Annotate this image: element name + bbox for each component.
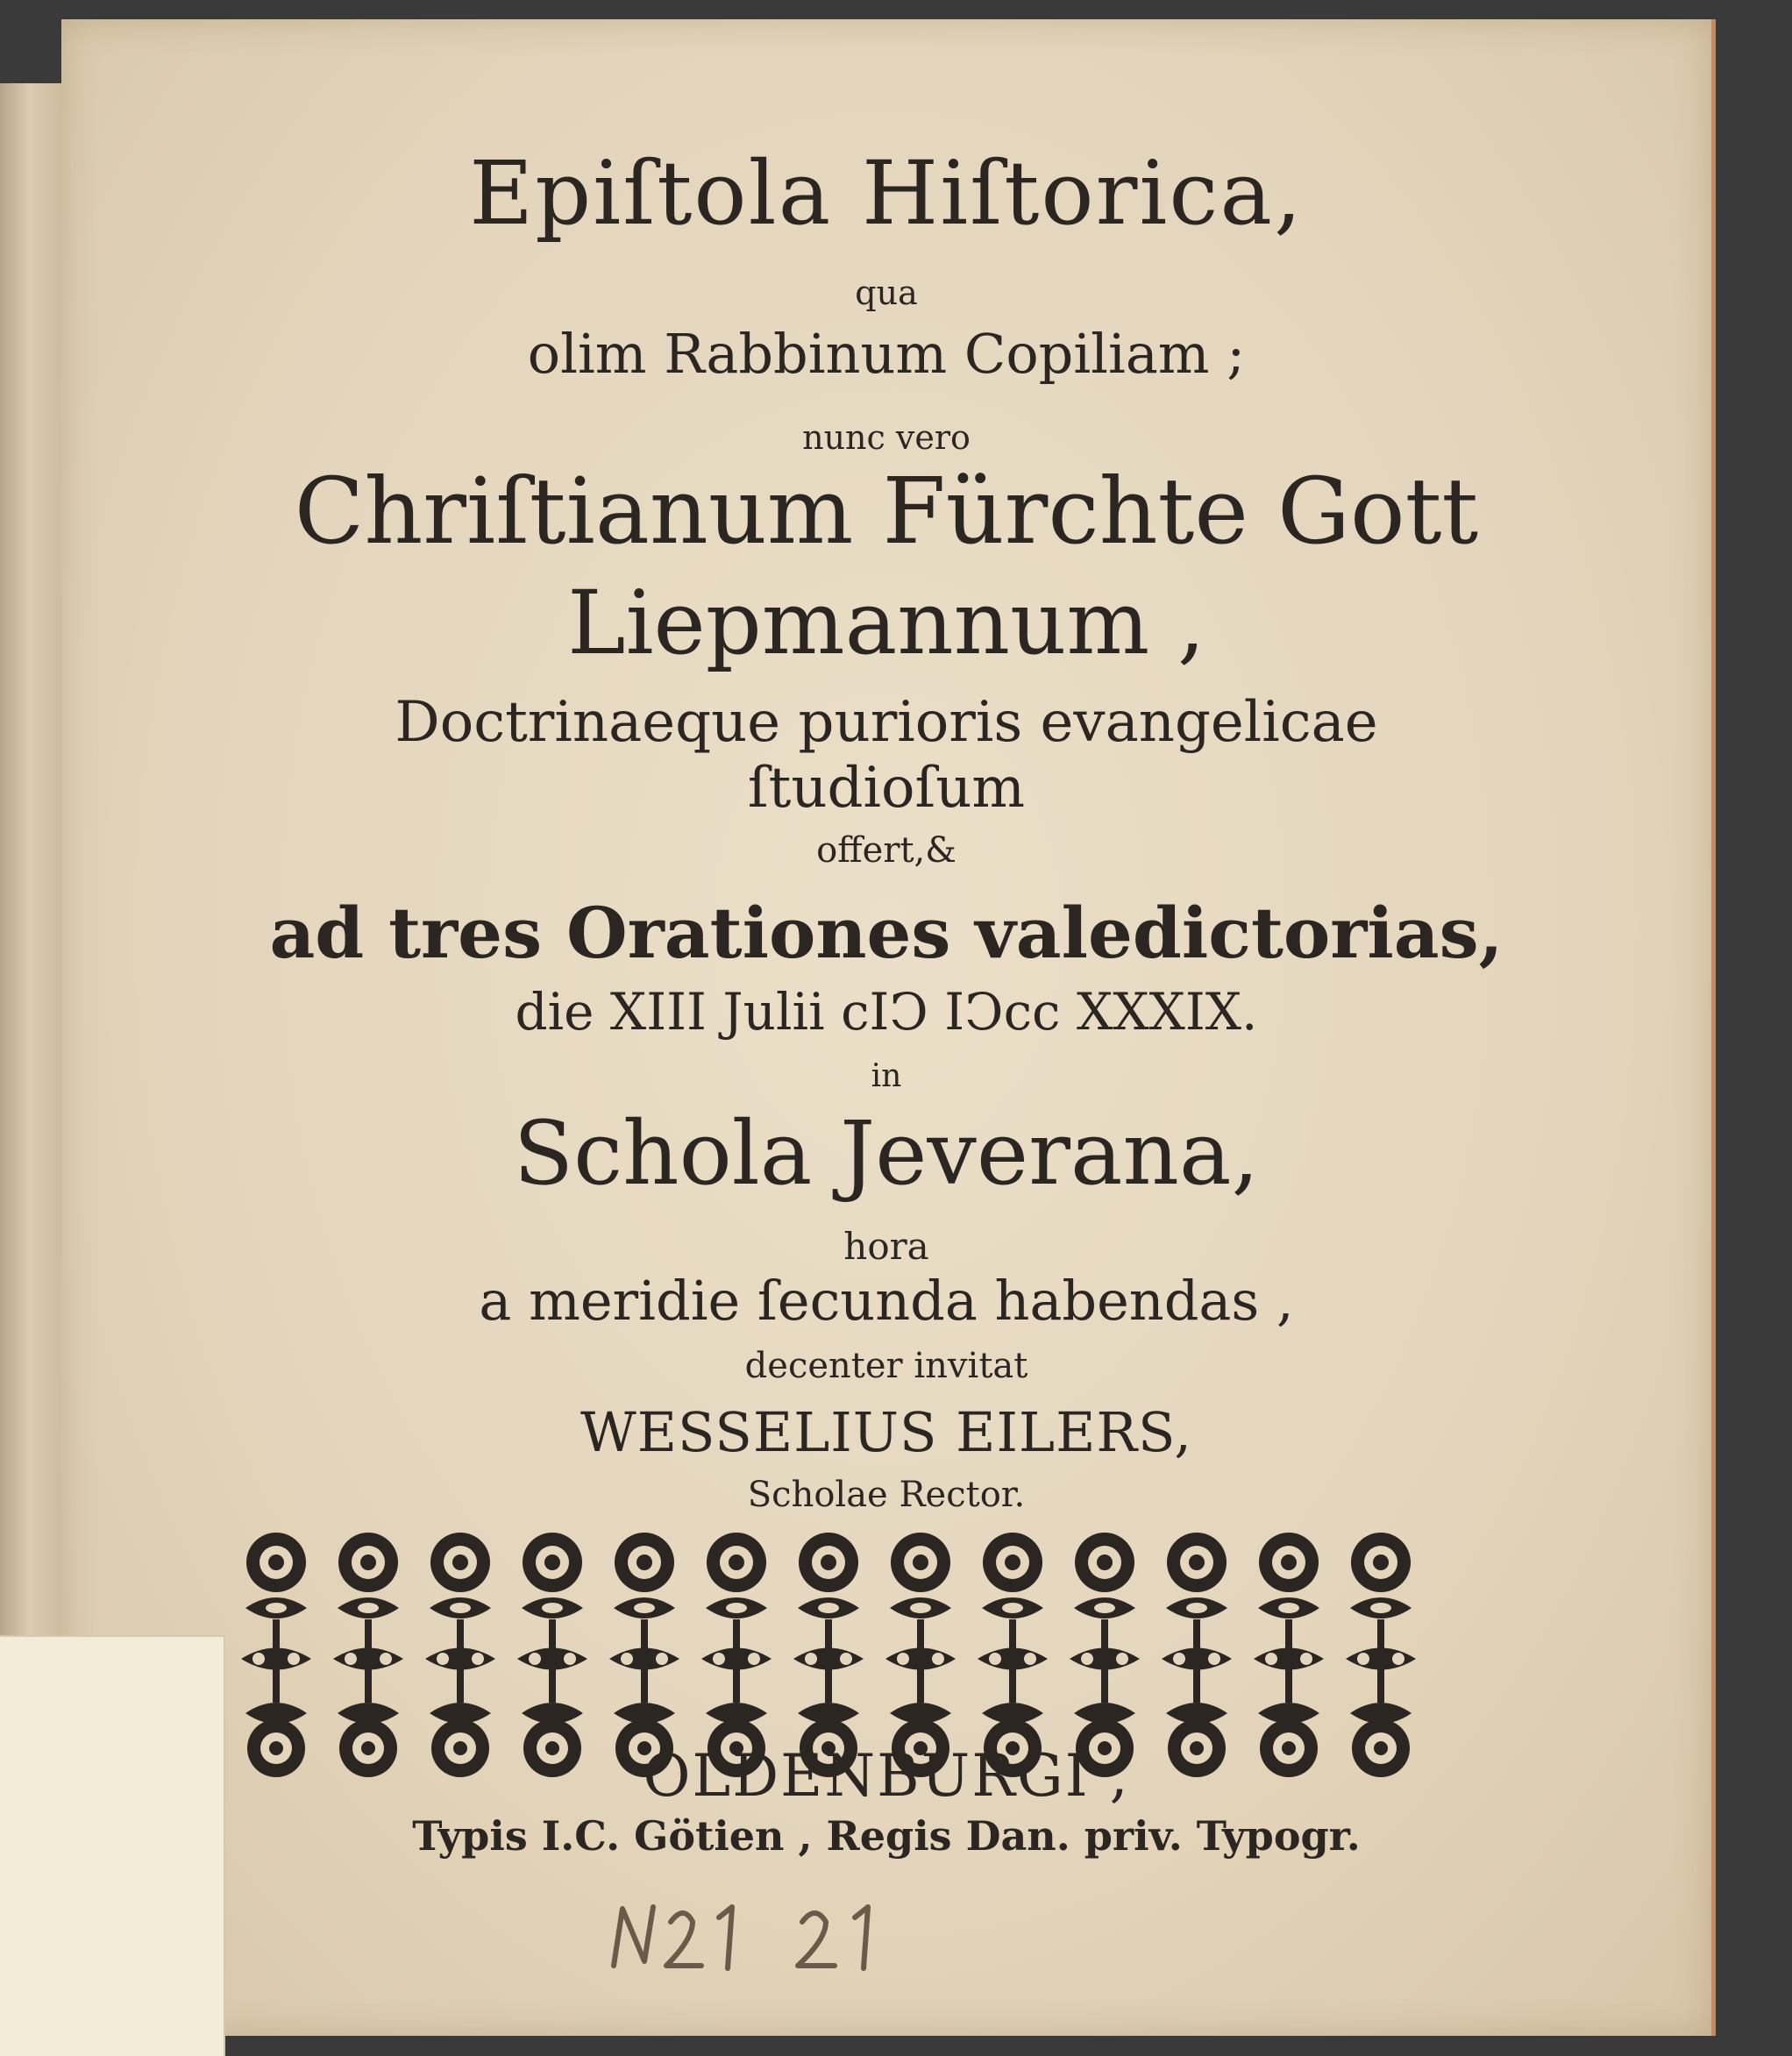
paper-slip bbox=[0, 1635, 225, 2056]
text-schola: Schola Jeverana, bbox=[513, 1102, 1260, 1205]
text-doctrinae: Doctrinaeque purioris evangelicae bbox=[395, 690, 1378, 755]
date-line: die XIII Julii cIↃ IↃcc XXXIX. bbox=[515, 982, 1258, 1042]
title-page bbox=[61, 19, 1716, 2036]
text-decenter: decenter invitat bbox=[744, 1346, 1028, 1386]
imprint-place: OLDENBURGI , bbox=[643, 1742, 1130, 1810]
author-role: Scholae Rector. bbox=[747, 1475, 1026, 1515]
text-qua: qua bbox=[855, 274, 918, 312]
text-nunc: nunc vero bbox=[802, 418, 971, 457]
text-studiosum: ſtudioſum bbox=[747, 756, 1026, 821]
text-ad-tres: ad tres Orationes valedictorias, bbox=[269, 892, 1504, 974]
text-olim: olim Rabbinum Copiliam ; bbox=[527, 322, 1246, 386]
text-hora: hora bbox=[843, 1225, 929, 1268]
text-meridie: a meridie ſecunda habendas , bbox=[479, 1269, 1294, 1333]
imprint-printer: Typis I.C. Götien , Regis Dan. priv. Typogr. bbox=[412, 1812, 1361, 1860]
title: Epiſtola Hiſtorica, bbox=[469, 142, 1304, 245]
text-in: in bbox=[871, 1058, 902, 1094]
handwritten-shelfmark bbox=[596, 1891, 947, 1979]
text-liepmannum: Liepmannum , bbox=[567, 572, 1205, 674]
author-name: WESSELIUS EILERS, bbox=[580, 1400, 1193, 1464]
text-offert: offert,& bbox=[816, 830, 956, 871]
text-christianum: Chriſtianum Fürchte Gott bbox=[294, 458, 1479, 565]
